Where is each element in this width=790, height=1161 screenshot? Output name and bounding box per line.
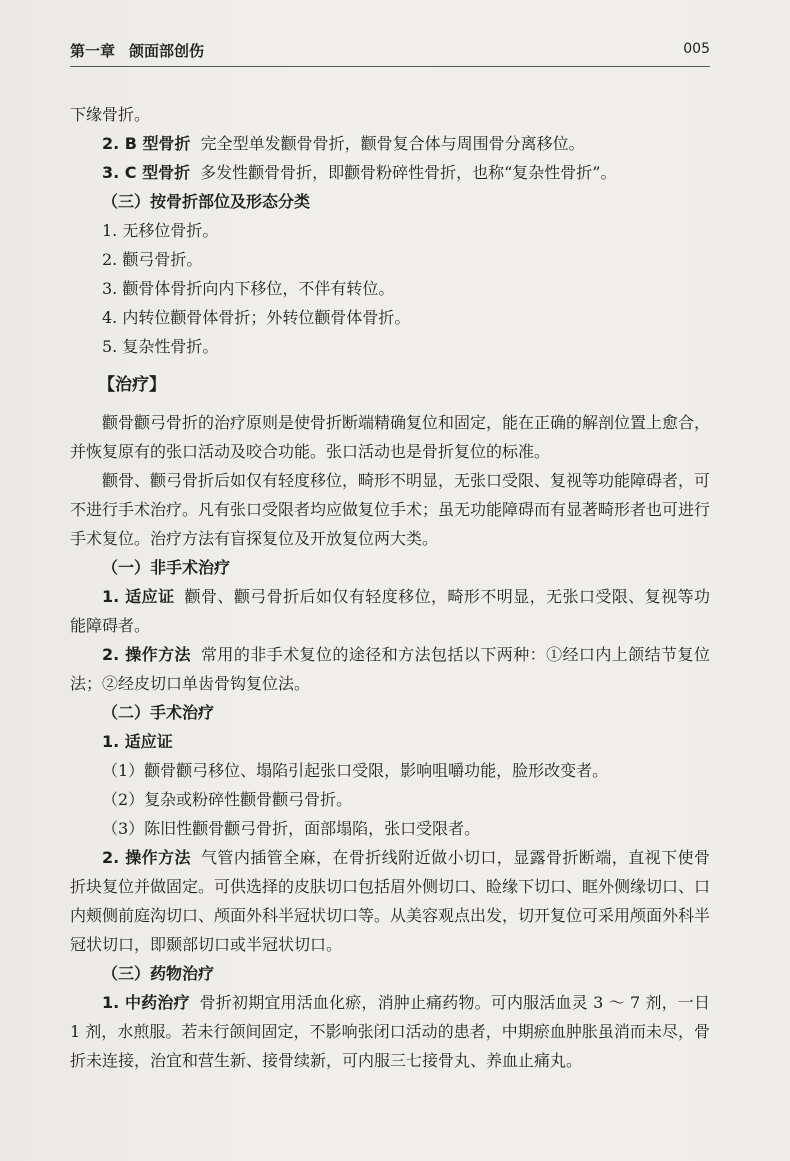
chapter-heading <box>70 40 204 61</box>
paragraph <box>70 640 710 698</box>
paragraph <box>70 843 710 959</box>
paragraph: 下缘骨折。 <box>70 105 151 124</box>
paragraph <box>70 582 710 640</box>
list-item: （1）颧骨颧弓移位、塌陷引起张口受限，影响咀嚼功能，脸形改变者。 <box>102 761 609 780</box>
item-label: 2. B 型骨折 <box>102 134 191 153</box>
section-title: 【治疗】 <box>98 375 166 395</box>
chapter-title: 颌面部创伤 <box>129 42 205 60</box>
item-text: 气管内插管全麻，在骨折线附近做小切口，显露骨折断端，直视下使骨折块复位并做固定。可供选择的皮肤切口包括眉外侧切口、睑缘下切口、眶外侧缘切口、口内颊侧前庭沟切口、颅面外科半冠状切口等。从美容观点出发，切开复位可采用颅面外科半冠状切口，即颞部切口或半冠状切口。 <box>70 848 711 954</box>
page-number: 005 <box>683 41 710 57</box>
subsection-heading: （三）按骨折部位及形态分类 <box>102 192 311 211</box>
subsection-heading: （一）非手术治疗 <box>102 558 231 577</box>
subsection-heading: （三）药物治疗 <box>102 964 215 983</box>
paragraph <box>70 158 710 187</box>
item-text: 多发性颧骨骨折，即颧骨粉碎性骨折，也称“复杂性骨折”。 <box>200 163 617 182</box>
header-rule <box>70 66 710 67</box>
item-text: 颧骨、颧弓骨折后如仅有轻度移位，畸形不明显，无张口受限、复视等功能障碍者。 <box>70 587 710 635</box>
paragraph: 颧骨颧弓骨折的治疗原则是使骨折断端精确复位和固定，能在正确的解剖位置上愈合，并恢复原有的张口活动及咬合功能。张口活动也是骨折复位的标准。 <box>70 413 711 461</box>
item-text: 骨折初期宜用活血化瘀，消肿止痛药物。可内服活血灵 3 ～ 7 剂，一日 1 剂，水煎服。若未行颌间固定，不影响张闭口活动的患者，中期瘀血肿胀虽消而未尽，骨折未连接，治宜和营生新、接骨续新，可内服三七接骨丸、养血止痛丸。 <box>70 993 710 1070</box>
list-item: 4. 内转位颧骨体骨折；外转位颧骨体骨折。 <box>102 308 411 327</box>
item-label: 1. 适应证 <box>102 587 175 606</box>
list-item: 2. 颧弓骨折。 <box>102 250 203 269</box>
paragraph <box>70 988 710 1075</box>
item-label: 2. 操作方法 <box>102 848 191 867</box>
page-body <box>70 100 710 1075</box>
list-item: 5. 复杂性骨折。 <box>102 337 219 356</box>
item-label: 1. 适应证 <box>102 732 173 751</box>
chapter-number: 第一章 <box>70 42 116 60</box>
item-label: 1. 中药治疗 <box>102 993 190 1012</box>
list-item: （3）陈旧性颧骨颧弓骨折，面部塌陷，张口受限者。 <box>102 819 481 838</box>
paragraph <box>70 129 710 158</box>
paragraph: 颧骨、颧弓骨折后如仅有轻度移位，畸形不明显，无张口受限、复视等功能障碍者，可不进行手术治疗。凡有张口受限者均应做复位手术；虽无功能障碍而有显著畸形者也可进行手术复位。治疗方法有盲探复位及开放复位两大类。 <box>70 471 711 548</box>
running-header <box>70 38 710 64</box>
item-label: 3. C 型骨折 <box>102 163 191 182</box>
list-item: （2）复杂或粉碎性颧骨颧弓骨折。 <box>102 790 353 809</box>
list-item: 1. 无移位骨折。 <box>102 221 219 240</box>
subsection-heading: （二）手术治疗 <box>102 703 215 722</box>
item-text: 完全型单发颧骨骨折，颧骨复合体与周围骨分离移位。 <box>200 134 585 153</box>
item-label: 2. 操作方法 <box>102 645 191 664</box>
list-item: 3. 颧骨体骨折向内下移位，不伴有转位。 <box>102 279 395 298</box>
item-text: 常用的非手术复位的途径和方法包括以下两种：①经口内上颌结节复位法；②经皮切口单齿骨钩复位法。 <box>70 645 710 693</box>
